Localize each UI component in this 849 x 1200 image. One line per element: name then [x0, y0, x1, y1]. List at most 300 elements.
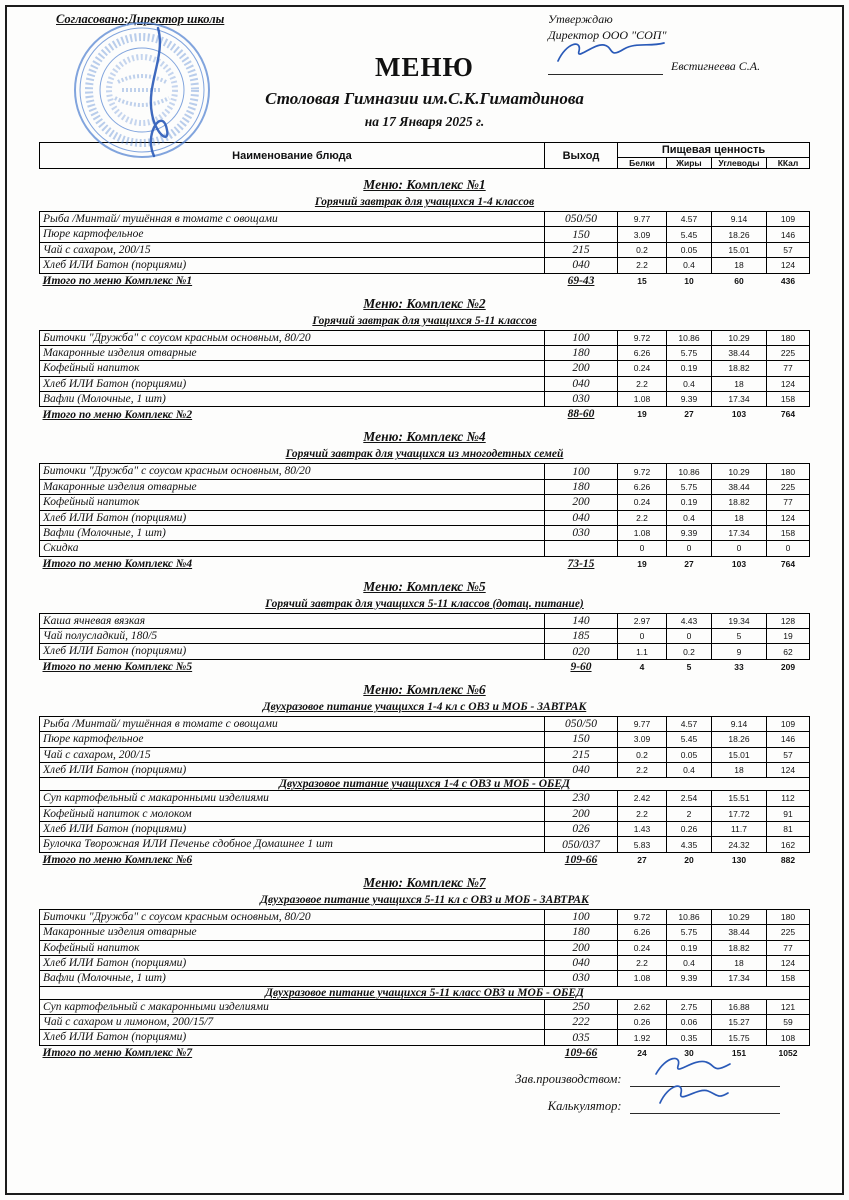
menu-section — [0, 682, 849, 867]
nutrition-value: 180 — [767, 330, 810, 345]
table-row — [40, 716, 810, 731]
table-row — [40, 822, 810, 837]
dish-name: Хлеб ИЛИ Батон (порциями) — [40, 1030, 545, 1045]
nutrition-value: 109 — [767, 212, 810, 227]
section-subtitle: Двухразовое питание учащихся 5-11 кл с ОВЗ и МОБ - ЗАВТРАК — [260, 893, 589, 906]
calculator-signature-row — [40, 1099, 780, 1114]
nutrition-value: 5.45 — [667, 732, 712, 747]
nutrition-value: 0.26 — [667, 822, 712, 837]
dish-name: Хлеб ИЛИ Батон (порциями) — [40, 258, 545, 273]
nutrition-value: 24.32 — [712, 837, 767, 852]
total-output: 73-15 — [567, 557, 595, 570]
table-row — [40, 999, 810, 1014]
nutrition-value: 10.86 — [667, 464, 712, 479]
dish-output: 215 — [545, 242, 618, 257]
dish-output: 250 — [545, 999, 618, 1014]
nutrition-value: 0.4 — [667, 762, 712, 777]
nutrition-value: 0 — [767, 541, 810, 556]
nutrition-value: 112 — [767, 791, 810, 806]
col-header-protein: Белки — [617, 158, 666, 169]
nutrition-value: 0.26 — [618, 1015, 667, 1030]
table-row — [40, 242, 810, 257]
nutrition-value: 0.19 — [667, 940, 712, 955]
menu-section — [0, 177, 849, 288]
total-value: 20 — [684, 854, 694, 865]
dish-output: 200 — [545, 940, 618, 955]
approver-name: Евстигнеева С.А. — [671, 59, 761, 74]
nutrition-value: 2.75 — [667, 999, 712, 1014]
nutrition-value: 9.77 — [618, 716, 667, 731]
nutrition-value: 17.72 — [712, 806, 767, 821]
nutrition-value: 9.72 — [618, 909, 667, 924]
section-total-row — [40, 556, 810, 571]
nutrition-value: 10.29 — [712, 909, 767, 924]
dish-name: Хлеб ИЛИ Батон (порциями) — [40, 510, 545, 525]
nutrition-value: 15.75 — [712, 1030, 767, 1045]
dish-output: 200 — [545, 361, 618, 376]
nutrition-value: 0 — [667, 629, 712, 644]
total-value: 19 — [637, 409, 647, 420]
nutrition-value: 15.51 — [712, 791, 767, 806]
dish-output: 040 — [545, 955, 618, 970]
nutrition-value: 18 — [712, 258, 767, 273]
nutrition-value: 38.44 — [712, 479, 767, 494]
nutrition-value: 0.4 — [667, 955, 712, 970]
nutrition-value: 2.42 — [618, 791, 667, 806]
dish-output: 040 — [545, 510, 618, 525]
table-row — [40, 747, 810, 762]
total-output: 88-60 — [567, 408, 595, 421]
nutrition-value: 6.26 — [618, 345, 667, 360]
nutrition-value: 158 — [767, 392, 810, 407]
nutrition-value: 5.75 — [667, 925, 712, 940]
col-header-carbs: Углеводы — [711, 158, 766, 169]
nutrition-value: 3.09 — [618, 732, 667, 747]
calculator-label: Калькулятор: — [547, 1098, 622, 1113]
table-row — [40, 464, 810, 479]
dish-name: Вафли (Молочные, 1 шт) — [40, 392, 545, 407]
table-row — [40, 613, 810, 628]
nutrition-value: 19.34 — [712, 613, 767, 628]
nutrition-value: 2.54 — [667, 791, 712, 806]
nutrition-value: 121 — [767, 999, 810, 1014]
nutrition-value: 18.26 — [712, 732, 767, 747]
manager-signature — [648, 1052, 738, 1082]
dish-name: Чай полусладкий, 180/5 — [40, 629, 545, 644]
nutrition-value: 9.77 — [618, 212, 667, 227]
nutrition-value: 0.06 — [667, 1015, 712, 1030]
total-label: Итого по меню Комплекс №4 — [42, 558, 193, 571]
nutrition-value: 18 — [712, 762, 767, 777]
nutrition-value: 162 — [767, 837, 810, 852]
nutrition-value: 1.43 — [618, 822, 667, 837]
total-label: Итого по меню Комплекс №1 — [42, 275, 193, 287]
section-subtitle: Горячий завтрак для учащихся 5-11 классов — [312, 314, 537, 327]
meal-subheader: Двухразовое питание учащихся 1-4 с ОВЗ и МОБ - ОБЕД — [40, 778, 810, 791]
nutrition-value: 77 — [767, 361, 810, 376]
nutrition-value: 6.26 — [618, 925, 667, 940]
nutrition-value: 1.08 — [618, 525, 667, 540]
total-value: 130 — [731, 854, 747, 865]
document-footer — [40, 1072, 810, 1114]
nutrition-value: 225 — [767, 925, 810, 940]
dish-name: Вафли (Молочные, 1 шт) — [40, 971, 545, 986]
total-value: 209 — [780, 661, 796, 672]
nutrition-value: 124 — [767, 376, 810, 391]
nutrition-value: 225 — [767, 345, 810, 360]
nutrition-value: 124 — [767, 955, 810, 970]
dish-output: 215 — [545, 747, 618, 762]
nutrition-value: 0 — [712, 541, 767, 556]
col-header-nutrition: Пищевая ценность — [617, 143, 809, 158]
nutrition-value: 38.44 — [712, 345, 767, 360]
dish-name: Биточки "Дружба" с соусом красным основным, 80/20 — [40, 464, 545, 479]
total-value: 103 — [731, 409, 747, 420]
dish-output: 150 — [545, 227, 618, 242]
section-subtitle: Горячий завтрак для учащихся 1-4 классов — [314, 196, 535, 208]
nutrition-value: 62 — [767, 644, 810, 659]
table-row — [40, 925, 810, 940]
dish-output: 200 — [545, 806, 618, 821]
nutrition-value: 1.08 — [618, 392, 667, 407]
table-row — [40, 392, 810, 407]
nutrition-value: 0.2 — [618, 242, 667, 257]
section-total-row — [40, 273, 810, 288]
nutrition-value: 18.26 — [712, 227, 767, 242]
nutrition-value: 17.34 — [712, 971, 767, 986]
nutrition-value: 10.29 — [712, 330, 767, 345]
section-title: Меню: Комплекс №4 — [363, 429, 486, 445]
total-value: 27 — [684, 558, 694, 569]
document-date: на 17 Января 2025 г. — [364, 114, 485, 129]
table-row — [40, 258, 810, 273]
nutrition-value: 11.7 — [712, 822, 767, 837]
total-value: 1052 — [778, 1047, 798, 1058]
dish-name: Суп картофельный с макаронными изделиями — [40, 999, 545, 1014]
section-title: Меню: Комплекс №5 — [363, 578, 486, 594]
total-label: Итого по меню Комплекс №2 — [42, 408, 193, 421]
dish-name: Хлеб ИЛИ Батон (порциями) — [40, 822, 545, 837]
dish-name: Кофейный напиток — [40, 495, 545, 510]
section-subtitle: Двухразовое питание учащихся 1-4 кл с ОВЗ и МОБ - ЗАВТРАК — [262, 700, 587, 713]
dish-output: 040 — [545, 258, 618, 273]
total-label: Итого по меню Комплекс №7 — [42, 1047, 193, 1060]
dish-name: Кофейный напиток — [40, 940, 545, 955]
dish-name: Макаронные изделия отварные — [40, 479, 545, 494]
nutrition-value: 0.2 — [667, 644, 712, 659]
nutrition-value: 17.34 — [712, 392, 767, 407]
nutrition-value: 109 — [767, 716, 810, 731]
table-row — [40, 330, 810, 345]
dish-output: 200 — [545, 495, 618, 510]
section-total-row — [40, 852, 810, 867]
menu-table — [39, 211, 810, 288]
nutrition-value: 2.2 — [618, 955, 667, 970]
table-row — [40, 212, 810, 227]
nutrition-value: 9.72 — [618, 464, 667, 479]
menu-table — [39, 909, 810, 1060]
nutrition-value: 77 — [767, 940, 810, 955]
nutrition-value: 2 — [667, 806, 712, 821]
nutrition-value: 6.26 — [618, 479, 667, 494]
nutrition-value: 9.39 — [667, 971, 712, 986]
nutrition-value: 146 — [767, 732, 810, 747]
nutrition-value: 0 — [667, 541, 712, 556]
table-row — [40, 778, 810, 791]
dish-name: Биточки "Дружба" с соусом красным основным, 80/20 — [40, 330, 545, 345]
table-row — [40, 629, 810, 644]
dish-output: 030 — [545, 971, 618, 986]
approve-word: Утверждаю — [548, 12, 613, 26]
nutrition-value: 2.2 — [618, 510, 667, 525]
nutrition-value: 4.35 — [667, 837, 712, 852]
table-row — [40, 510, 810, 525]
section-subtitle: Горячий завтрак для учащихся из многодетных семей — [285, 448, 564, 461]
nutrition-value: 128 — [767, 613, 810, 628]
table-row — [40, 525, 810, 540]
dish-output: 030 — [545, 525, 618, 540]
menu-table — [39, 330, 810, 422]
table-row — [40, 940, 810, 955]
section-total-row — [40, 407, 810, 422]
dish-name: Кофейный напиток с молоком — [40, 806, 545, 821]
dish-name: Чай с сахаром и лимоном, 200/15/7 — [40, 1015, 545, 1030]
nutrition-value: 2.2 — [618, 762, 667, 777]
dish-name: Вафли (Молочные, 1 шт) — [40, 525, 545, 540]
dish-name: Булочка Творожная ИЛИ Печенье сдобное Домашнее 1 шт — [40, 837, 545, 852]
nutrition-value: 0.24 — [618, 361, 667, 376]
dish-output: 100 — [545, 909, 618, 924]
section-title: Меню: Комплекс №1 — [363, 177, 486, 192]
dish-output — [545, 541, 618, 556]
nutrition-value: 0.2 — [618, 747, 667, 762]
document-subtitle: Столовая Гимназии им.С.К.Гиматдинова — [265, 89, 584, 108]
nutrition-value: 0.24 — [618, 495, 667, 510]
table-row — [40, 986, 810, 999]
manager-label: Зав.производством: — [515, 1071, 622, 1086]
dish-name: Хлеб ИЛИ Батон (порциями) — [40, 955, 545, 970]
nutrition-value: 0.35 — [667, 1030, 712, 1045]
nutrition-value: 124 — [767, 258, 810, 273]
nutrition-value: 19 — [767, 629, 810, 644]
calculator-signature-line — [630, 1101, 780, 1114]
dish-output: 180 — [545, 925, 618, 940]
nutrition-value: 124 — [767, 762, 810, 777]
dish-output: 040 — [545, 762, 618, 777]
nutrition-value: 9.14 — [712, 716, 767, 731]
dish-name: Чай с сахаром, 200/15 — [40, 747, 545, 762]
meal-subheader: Двухразовое питание учащихся 5-11 класс ОВЗ и МОБ - ОБЕД — [40, 986, 810, 999]
menu-section — [0, 429, 849, 570]
dish-output: 050/50 — [545, 212, 618, 227]
nutrition-value: 124 — [767, 510, 810, 525]
nutrition-value: 0.24 — [618, 940, 667, 955]
nutrition-value: 2.2 — [618, 376, 667, 391]
nutrition-value: 0.19 — [667, 495, 712, 510]
nutrition-value: 4.57 — [667, 212, 712, 227]
document-title: МЕНЮ — [375, 52, 474, 82]
nutrition-value: 15.01 — [712, 242, 767, 257]
nutrition-value: 9.14 — [712, 212, 767, 227]
nutrition-value: 1.08 — [618, 971, 667, 986]
nutrition-value: 0.4 — [667, 510, 712, 525]
total-value: 24 — [637, 1047, 647, 1058]
nutrition-value: 4.57 — [667, 716, 712, 731]
menu-table — [39, 613, 810, 674]
nutrition-value: 0.4 — [667, 258, 712, 273]
total-label: Итого по меню Комплекс №5 — [42, 661, 193, 674]
nutrition-value: 158 — [767, 525, 810, 540]
dish-output: 140 — [545, 613, 618, 628]
menu-section — [0, 875, 849, 1060]
nutrition-value: 59 — [767, 1015, 810, 1030]
section-subtitle: Горячий завтрак для учащихся 5-11 классов (дотац. питание) — [265, 597, 584, 610]
nutrition-value: 4.43 — [667, 613, 712, 628]
nutrition-value: 18.82 — [712, 940, 767, 955]
nutrition-value: 18 — [712, 376, 767, 391]
nutrition-value: 180 — [767, 464, 810, 479]
nutrition-value: 10.29 — [712, 464, 767, 479]
nutrition-value: 9.39 — [667, 525, 712, 540]
total-value: 103 — [731, 558, 747, 569]
dish-name: Макаронные изделия отварные — [40, 925, 545, 940]
dish-output: 030 — [545, 392, 618, 407]
table-row — [40, 479, 810, 494]
calculator-signature — [648, 1079, 738, 1109]
table-row — [40, 376, 810, 391]
col-header-dish: Наименование блюда — [39, 143, 544, 169]
total-value: 764 — [780, 558, 796, 569]
nutrition-value: 2.97 — [618, 613, 667, 628]
table-row — [40, 971, 810, 986]
dish-output: 040 — [545, 376, 618, 391]
total-value: 10 — [684, 275, 694, 286]
dish-output: 050/037 — [545, 837, 618, 852]
dish-output: 050/50 — [545, 716, 618, 731]
dish-output: 035 — [545, 1030, 618, 1045]
nutrition-value: 0.05 — [667, 747, 712, 762]
table-row — [40, 791, 810, 806]
nutrition-value: 3.09 — [618, 227, 667, 242]
nutrition-value: 5.45 — [667, 227, 712, 242]
table-row — [40, 955, 810, 970]
dish-output: 222 — [545, 1015, 618, 1030]
nutrition-value: 15.27 — [712, 1015, 767, 1030]
nutrition-value: 5 — [712, 629, 767, 644]
nutrition-value: 0.05 — [667, 242, 712, 257]
dish-name: Рыба /Минтай/ тушённая в томате с овощами — [40, 212, 545, 227]
nutrition-value: 0.19 — [667, 361, 712, 376]
dish-name: Хлеб ИЛИ Батон (порциями) — [40, 644, 545, 659]
menu-sections — [0, 177, 849, 1060]
total-output: 109-66 — [564, 853, 598, 866]
nutrition-value: 18.82 — [712, 361, 767, 376]
table-row — [40, 345, 810, 360]
nutrition-value: 57 — [767, 242, 810, 257]
table-row — [40, 806, 810, 821]
dish-name: Пюре картофельное — [40, 227, 545, 242]
dish-name: Скидка — [40, 541, 545, 556]
nutrition-value: 0 — [618, 541, 667, 556]
total-value: 764 — [780, 409, 796, 420]
total-output: 109-66 — [564, 1046, 598, 1059]
dish-output: 185 — [545, 629, 618, 644]
total-value: 60 — [734, 275, 744, 286]
nutrition-value: 5.75 — [667, 345, 712, 360]
nutrition-value: 158 — [767, 971, 810, 986]
dish-output: 150 — [545, 732, 618, 747]
nutrition-value: 38.44 — [712, 925, 767, 940]
dish-output: 100 — [545, 330, 618, 345]
nutrition-value: 57 — [767, 747, 810, 762]
nutrition-value: 108 — [767, 1030, 810, 1045]
dish-name: Макаронные изделия отварные — [40, 345, 545, 360]
dish-name: Хлеб ИЛИ Батон (порциями) — [40, 376, 545, 391]
dish-output: 026 — [545, 822, 618, 837]
nutrition-value: 9.39 — [667, 392, 712, 407]
table-row — [40, 644, 810, 659]
table-row — [40, 837, 810, 852]
section-title: Меню: Комплекс №7 — [363, 874, 486, 890]
total-output: 9-60 — [570, 660, 592, 673]
nutrition-value: 1.92 — [618, 1030, 667, 1045]
nutrition-value: 225 — [767, 479, 810, 494]
total-value: 151 — [731, 1047, 747, 1058]
nutrition-value: 2.2 — [618, 806, 667, 821]
total-output: 69-43 — [567, 274, 595, 287]
total-value: 5 — [686, 661, 692, 672]
dish-name: Хлеб ИЛИ Батон (порциями) — [40, 762, 545, 777]
nutrition-value: 16.88 — [712, 999, 767, 1014]
total-value: 15 — [637, 275, 647, 286]
total-value: 4 — [639, 661, 645, 672]
menu-table — [39, 716, 810, 867]
document-header — [0, 0, 849, 142]
dish-name: Суп картофельный с макаронными изделиями — [40, 791, 545, 806]
approve-org: Директор ООО "СОП" — [548, 27, 667, 42]
nutrition-value: 2.2 — [618, 258, 667, 273]
dish-name: Каша ячневая вязкая — [40, 613, 545, 628]
dish-output: 100 — [545, 464, 618, 479]
table-row — [40, 541, 810, 556]
section-total-row — [40, 659, 810, 674]
menu-section — [0, 296, 849, 422]
total-value: 436 — [780, 275, 796, 286]
menu-table — [39, 463, 810, 570]
nutrition-value: 9 — [712, 644, 767, 659]
nutrition-value: 91 — [767, 806, 810, 821]
col-header-fat: Жиры — [666, 158, 711, 169]
total-value: 19 — [637, 558, 647, 569]
dish-name: Чай с сахаром, 200/15 — [40, 242, 545, 257]
nutrition-value: 10.86 — [667, 909, 712, 924]
col-header-kcal: ККал — [766, 158, 809, 169]
nutrition-value: 15.01 — [712, 747, 767, 762]
col-header-output: Выход — [544, 143, 617, 169]
nutrition-value: 81 — [767, 822, 810, 837]
nutrition-value: 5.75 — [667, 479, 712, 494]
nutrition-value: 5.83 — [618, 837, 667, 852]
total-label: Итого по меню Комплекс №6 — [42, 854, 193, 867]
section-title: Меню: Комплекс №2 — [363, 295, 486, 311]
section-title: Меню: Комплекс №6 — [363, 681, 486, 697]
table-row — [40, 495, 810, 510]
dish-name: Кофейный напиток — [40, 361, 545, 376]
dish-output: 020 — [545, 644, 618, 659]
total-value: 30 — [684, 1047, 694, 1058]
total-value: 27 — [684, 409, 694, 420]
dish-name: Биточки "Дружба" с соусом красным основным, 80/20 — [40, 909, 545, 924]
